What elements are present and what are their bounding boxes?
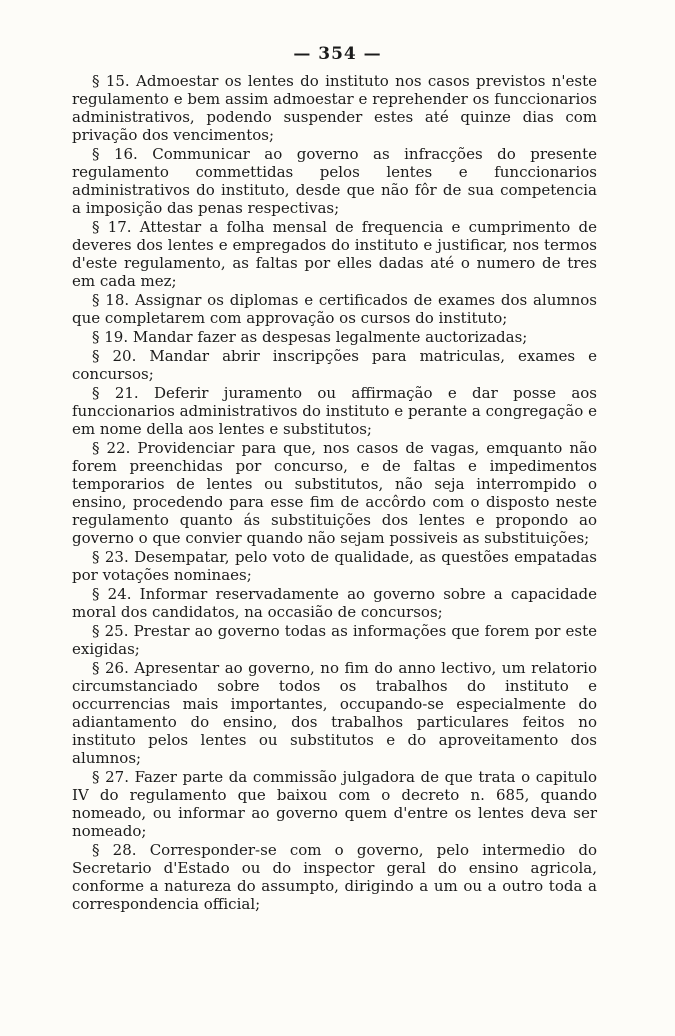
- paragraph-25: § 25. Prestar ao governo todas as informações que forem por este exigidas;: [72, 622, 597, 658]
- paragraph-17: § 17. Attestar a folha mensal de frequencia e cumprimento de deveres dos lentes e empregados do instituto e justificar, nos termos d'este regulamento, as faltas por elles dadas até o numero de tres em cada mez;: [72, 218, 597, 290]
- paragraph-28: § 28. Corresponder-se com o governo, pelo intermedio do Secretario d'Estado ou do inspector geral do ensino agricola, conforme a natureza do assumpto, dirigindo a um ou a outro toda a correspondencia official;: [72, 841, 597, 913]
- paragraph-21: § 21. Deferir juramento ou affirmação e dar posse aos funccionarios administrativos do instituto e perante a congregação e em nome della aos lentes e substitutos;: [72, 384, 597, 438]
- paragraph-22: § 22. Providenciar para que, nos casos de vagas, emquanto não forem preenchidas por concurso, e de faltas e impedimentos temporarios de lentes ou substitutos, não seja interrompido o ensino, procedendo para esse fim de accôrdo com o disposto neste regulamento quanto ás substituições dos lentes e propondo ao governo o que convier quando não sejam possiveis as substituições;: [72, 439, 597, 547]
- paragraph-27: § 27. Fazer parte da commissão julgadora de que trata o capitulo IV do regulamento que baixou com o decreto n. 685, quando nomeado, ou informar ao governo quem d'entre os lentes deva ser nomeado;: [72, 768, 597, 840]
- paragraph-20: § 20. Mandar abrir inscripções para matriculas, exames e concursos;: [72, 347, 597, 383]
- page-number: — 354 —: [293, 44, 382, 64]
- paragraph-18: § 18. Assignar os diplomas e certificados de exames dos alumnos que completarem com approvação os cursos do instituto;: [72, 291, 597, 327]
- paragraph-24: § 24. Informar reservadamente ao governo sobre a capacidade moral dos candidatos, na occasião de concursos;: [72, 585, 597, 621]
- paragraph-26: § 26. Apresentar ao governo, no fim do anno lectivo, um relatorio circumstanciado sobre todos os trabalhos do instituto e occurrencias mais importantes, occupando-se especialmente do adiantamento do ensino, dos trabalhos particulares feitos no instituto pelos lentes ou substitutos e do aproveitamento dos alumnos;: [72, 659, 597, 767]
- paragraph-23: § 23. Desempatar, pelo voto de qualidade, as questões empatadas por votações nominaes;: [72, 548, 597, 584]
- paragraph-16: § 16. Communicar ao governo as infracções do presente regulamento commettidas pelos lentes e funccionarios administrativos do instituto, desde que não fôr de sua competencia a imposição das penas respectivas;: [72, 145, 597, 217]
- body-text: [72, 72, 597, 914]
- paragraph-19: § 19. Mandar fazer as despesas legalmente auctorizadas;: [92, 328, 528, 346]
- paragraph-15: § 15. Admoestar os lentes do instituto nos casos previstos n'este regulamento e bem assim admoestar e reprehender os funccionarios administrativos, podendo suspender estes até quinze dias com privação dos vencimentos;: [72, 72, 597, 144]
